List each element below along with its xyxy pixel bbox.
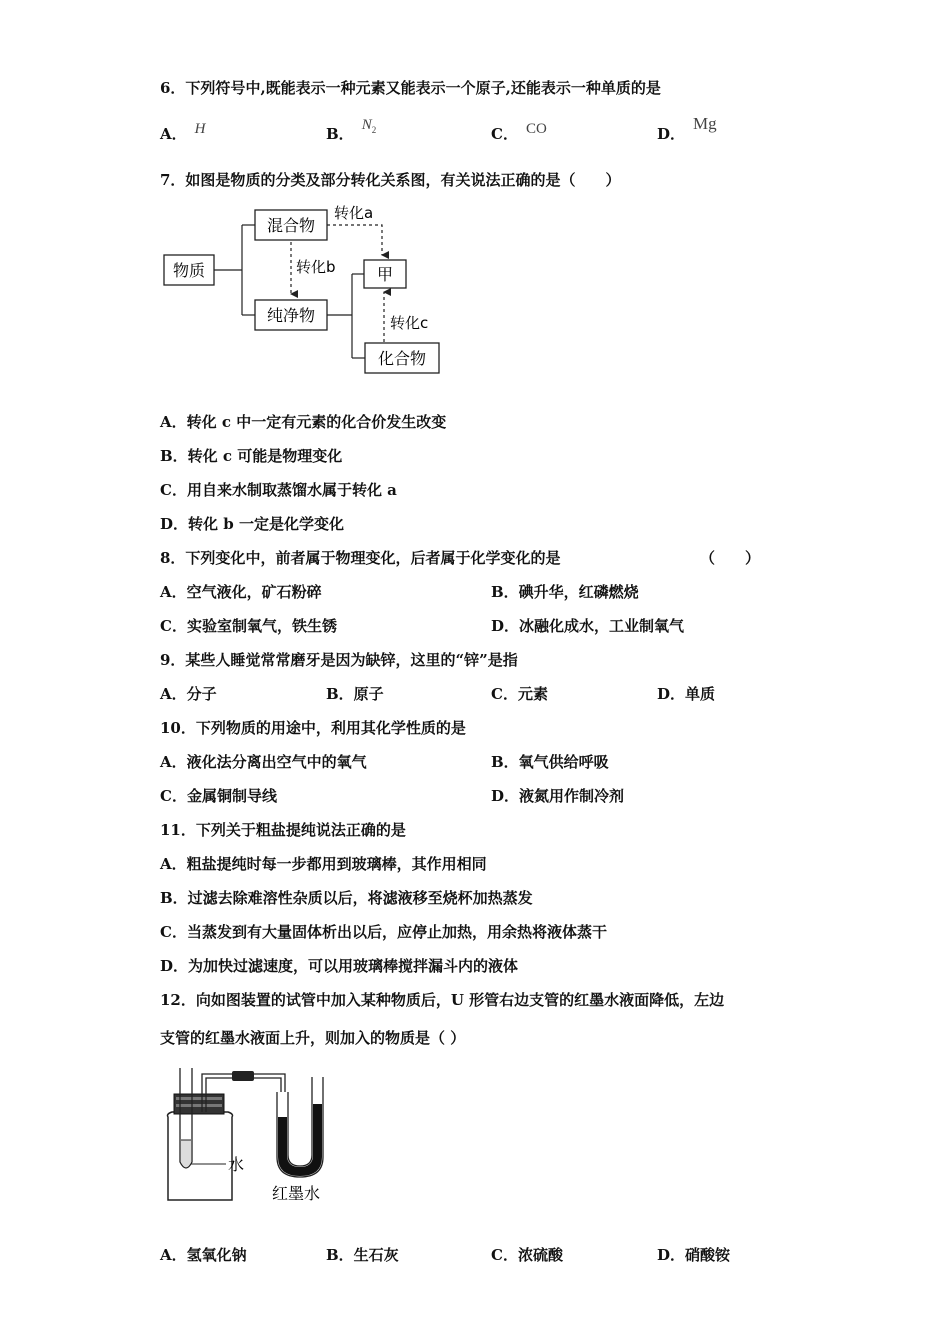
u-tube-apparatus-diagram [160, 1062, 340, 1212]
label-water: 水 [228, 1155, 245, 1174]
q11-option-d: D．为加快过滤速度，可以用玻璃棒搅拌漏斗内的液体 [160, 957, 519, 975]
q7-stem: 7．如图是物质的分类及部分转化关系图，有关说法正确的是（ ） [160, 171, 621, 189]
q10-option-d: D．液氮用作制冷剂 [491, 787, 625, 805]
q9-option-d: D．单质 [657, 685, 716, 703]
q12-stem-line1: 12．向如图装置的试管中加入某种物质后，U 形管右边支管的红墨水液面降低，左边 [160, 991, 725, 1009]
q7-option-c: C．用自来水制取蒸馏水属于转化 a [160, 481, 397, 499]
label-zhuanhua-c: 转化c [390, 314, 429, 332]
q6-option-b: B． $N_2$ [326, 117, 377, 143]
label-wuzhi: 物质 [172, 261, 206, 280]
q10-option-a: A．液化法分离出空气中的氧气 [160, 753, 367, 771]
red-ink-liquid [278, 1104, 322, 1176]
q11-option-c: C．当蒸发到有大量固体析出以后，应停止加热，用余热将液体蒸干 [160, 923, 607, 941]
q7-option-a: A．转化 c 中一定有元素的化合价发生改变 [160, 413, 447, 431]
q8-bracket: （ ） [700, 549, 761, 567]
q8-stem: 8．下列变化中，前者属于物理变化，后者属于化学变化的是 [160, 549, 561, 567]
label-zhuanhua-a: 转化a [334, 204, 374, 222]
q10-stem: 10．下列物质的用途中，利用其化学性质的是 [160, 719, 466, 737]
q11-stem: 11．下列关于粗盐提纯说法正确的是 [160, 821, 406, 839]
q11-option-a: A．粗盐提纯时每一步都用到玻璃棒，其作用相同 [160, 855, 487, 873]
q8-option-b: B．碘升华，红磷燃烧 [491, 583, 639, 601]
q10-option-c: C．金属铜制导线 [160, 787, 277, 805]
q6-option-d: D．Mg [657, 114, 717, 143]
q6-option-a: A． H [160, 121, 206, 143]
water-in-tube [181, 1140, 191, 1167]
q8-option-a: A．空气液化，矿石粉碎 [160, 583, 322, 601]
q12-option-c: C．浓硫酸 [491, 1246, 563, 1264]
q8-option-d: D．冰融化成水，工业制氧气 [491, 617, 685, 635]
q11-option-b: B．过滤去除难溶性杂质以后，将滤液移至烧杯加热蒸发 [160, 889, 533, 907]
q12-option-a: A．氢氧化钠 [160, 1246, 247, 1264]
q9-stem: 9．某些人睡觉常常磨牙是因为缺锌，这里的“锌”是指 [160, 651, 518, 669]
q6-option-c: C． CO [491, 121, 547, 143]
q12-stem-line2: 支管的红墨水液面上升，则加入的物质是（ ） [160, 1029, 466, 1047]
q12-option-d: D．硝酸铵 [657, 1246, 731, 1264]
bottle [168, 1112, 233, 1200]
q12-option-b: B．生石灰 [326, 1246, 399, 1264]
q8-option-c: C．实验室制氧气，铁生锈 [160, 617, 337, 635]
label-jia: 甲 [376, 265, 394, 284]
label-red-ink: 红墨水 [272, 1184, 321, 1203]
classification-diagram [160, 200, 450, 380]
q9-option-c: C．元素 [491, 685, 548, 703]
label-zhuanhua-b: 转化b [296, 258, 336, 276]
label-huahewu: 化合物 [377, 349, 427, 368]
q9-option-a: A．分子 [160, 685, 217, 703]
q7-option-b: B．转化 c 可能是物理变化 [160, 447, 343, 465]
q10-option-b: B．氧气供给呼吸 [491, 753, 609, 771]
q6-stem: 6．下列符号中,既能表示一种元素又能表示一个原子,还能表示一种单质的是 [160, 79, 661, 97]
label-hunhewu: 混合物 [266, 216, 316, 235]
q7-option-d: D．转化 b 一定是化学变化 [160, 515, 344, 533]
label-chunjingwu: 纯净物 [266, 306, 316, 325]
rubber-connector [232, 1071, 254, 1081]
q9-option-b: B．原子 [326, 685, 384, 703]
